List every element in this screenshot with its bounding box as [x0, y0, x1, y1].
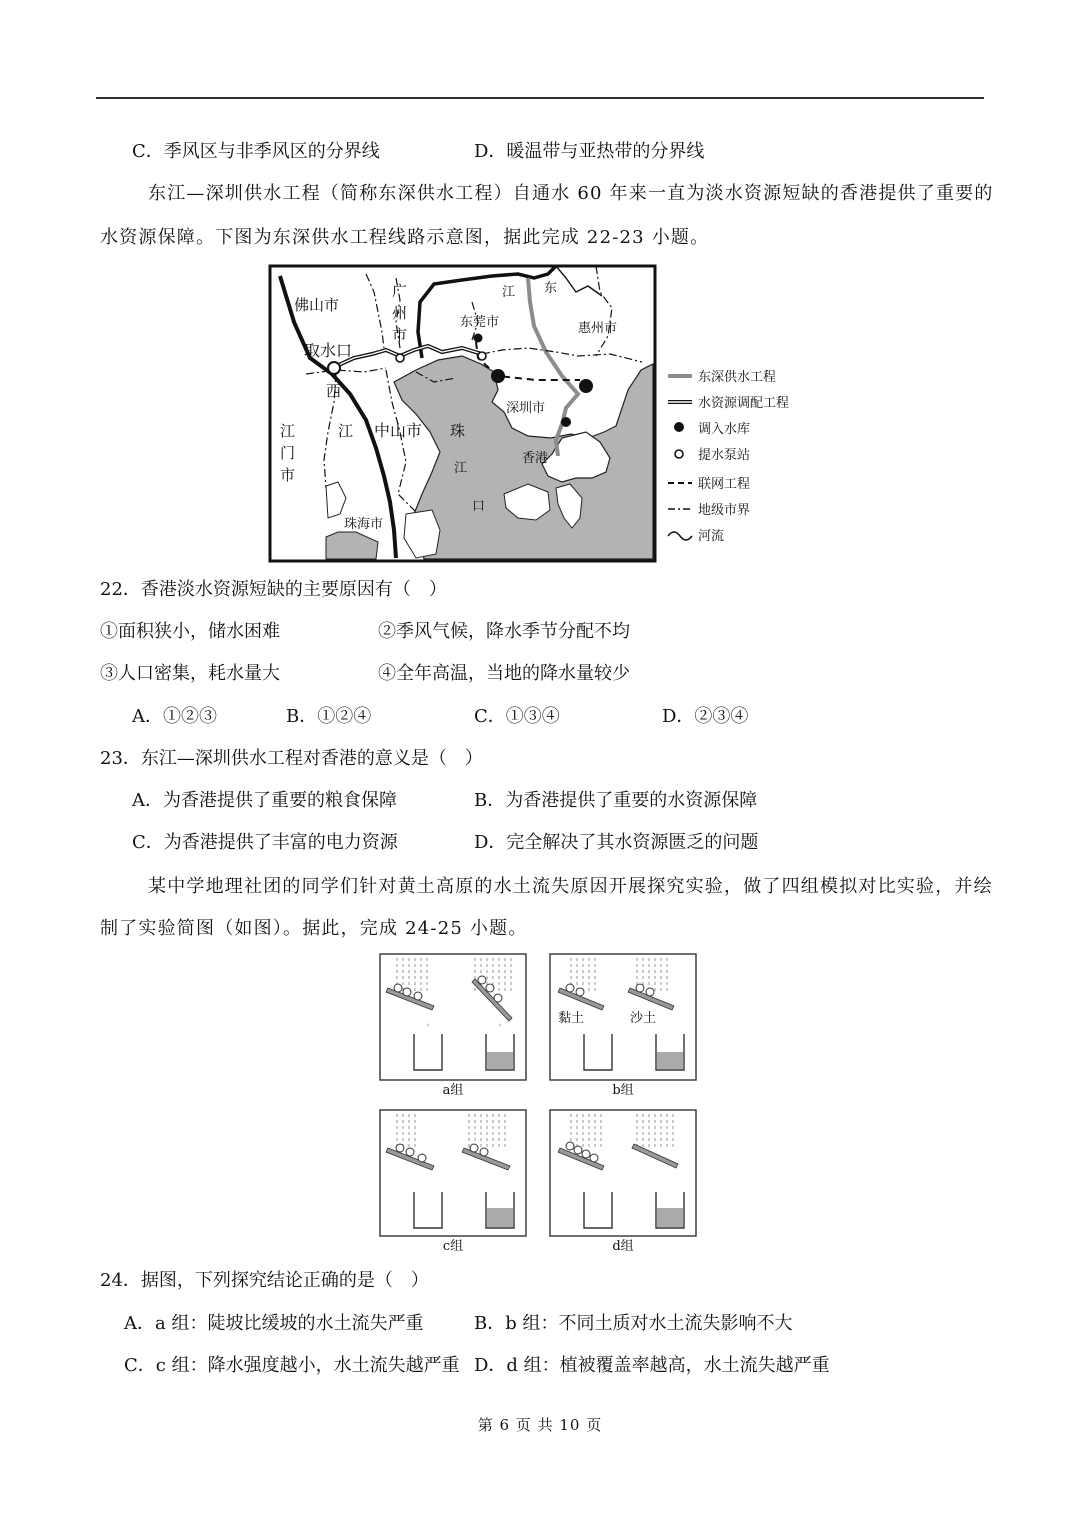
label-zhuhai: 珠海市: [344, 517, 384, 532]
label-guangzhou-3: 市: [392, 326, 408, 344]
experiment-group-b: [550, 954, 696, 1080]
q22-stem: 22．香港淡水资源短缺的主要原因有（ ）: [100, 579, 447, 600]
legend-river: 河流: [698, 529, 725, 544]
legend-boundary: 地级市界: [698, 503, 751, 518]
q24-option-c: C．c 组：降水强度越小，水土流失越严重: [124, 1355, 460, 1376]
legend-allocation: 水资源调配工程: [698, 396, 790, 411]
label-group-c: c组: [442, 1239, 464, 1254]
q23-option-c: C．为香港提供了丰富的电力资源: [132, 832, 398, 853]
label-guangzhou-1: 广: [392, 282, 408, 300]
label-zhujiangkou-3: 口: [472, 499, 486, 514]
q23-option-a: A．为香港提供了重要的粮食保障: [132, 790, 397, 811]
reservoir-dongguan: [474, 334, 483, 343]
q22-statement-1: ①面积狭小，储水困难: [100, 621, 280, 642]
experiment-figure: [378, 952, 700, 1256]
label-zhongshan: 中山市: [374, 421, 423, 440]
q22-option-c: C．①③④: [474, 706, 560, 727]
label-jiangmen-2: 门: [280, 444, 296, 462]
label-zhujiangkou-1: 珠: [450, 422, 466, 440]
label-group-d: d组: [612, 1239, 634, 1254]
q22-option-a: A．①②③: [132, 706, 217, 727]
label-huizhou: 惠州市: [578, 321, 618, 336]
label-foshan: 佛山市: [294, 296, 340, 314]
intro-24-25-line1: 某中学地理社团的同学们针对黄土高原的水土流失原因开展探究实验，做了四组模拟对比实验，并绘: [148, 876, 993, 897]
intro-22-23-line2: 水资源保障。下图为东深供水工程线路示意图，据此完成 22-23 小题。: [100, 227, 710, 248]
label-sand: 沙土: [630, 1011, 657, 1026]
q22-statement-4: ④全年高温，当地的降水量较少: [378, 663, 630, 684]
label-zhujiangkou-2: 江: [454, 461, 468, 476]
water-project-map: [266, 262, 816, 564]
reservoir-3: [561, 417, 571, 427]
q22-option-b: B．①②④: [286, 706, 372, 727]
label-dongguan: 东莞市: [460, 315, 500, 330]
label-guangzhou-2: 州: [392, 304, 408, 322]
reservoir-2: [579, 379, 593, 393]
label-xijiang-jiang: 江: [338, 422, 354, 440]
label-jiangmen-1: 江: [280, 422, 296, 440]
intro-24-25-line2: 制了实验简图（如图）。据此，完成 24-25 小题。: [100, 918, 528, 939]
label-jiangmen-3: 市: [280, 466, 296, 484]
label-group-b: b组: [612, 1083, 634, 1098]
q24-stem: 24．据图，下列探究结论正确的是（ ）: [100, 1270, 429, 1291]
experiment-group-c: [380, 1110, 526, 1236]
q23-option-b: B．为香港提供了重要的水资源保障: [474, 790, 758, 811]
intro-22-23-line1: 东江—深圳供水工程（简称东深供水工程）自通水 60 年来一直为淡水资源短缺的香港提供了重要的: [148, 183, 994, 204]
reservoir-1: [491, 369, 505, 383]
label-xi: 西: [326, 382, 342, 400]
header-rule: [96, 97, 984, 99]
q24-option-a: A．a 组：陡坡比缓坡的水土流失严重: [124, 1313, 424, 1334]
label-shenzhen: 深圳市: [506, 401, 546, 416]
q23-stem: 23．东江—深圳供水工程对香港的意义是（ ）: [100, 748, 483, 769]
q24-option-b: B．b 组：不同土质对水土流失影响不大: [474, 1313, 793, 1334]
q21-option-c: C．季风区与非季风区的分界线: [132, 141, 380, 162]
label-clay: 黏土: [558, 1011, 585, 1026]
pump-2: [396, 354, 404, 362]
label-dongjiang-dong: 东: [544, 281, 558, 296]
label-intake: 取水口: [304, 341, 353, 360]
experiment-group-d: [550, 1110, 696, 1236]
q21-option-d: D．暖温带与亚热带的分界线: [474, 141, 705, 162]
page-number: 第 6 页 共 10 页: [477, 1416, 603, 1434]
label-group-a: a组: [442, 1083, 464, 1098]
label-dongjiang-jiang: 江: [502, 285, 516, 300]
svg-text:◦: ◦: [425, 1021, 431, 1030]
label-hongkong: 香港: [522, 451, 549, 466]
pump-3: [478, 352, 486, 360]
q22-statement-3: ③人口密集，耗水量大: [100, 663, 280, 684]
legend-network: 联网工程: [698, 477, 751, 492]
pump-intake: [328, 362, 340, 374]
svg-text:◦: ◦: [497, 1021, 503, 1030]
q24-option-d: D．d 组：植被覆盖率越高，水土流失越严重: [474, 1355, 830, 1376]
q22-option-d: D．②③④: [662, 706, 749, 727]
q23-option-d: D．完全解决了其水资源匮乏的问题: [474, 832, 759, 853]
legend-reservoir: 调入水库: [698, 422, 751, 437]
legend-pump: 提水泵站: [698, 448, 751, 463]
map-legend: [668, 369, 789, 544]
experiment-group-a: [380, 954, 526, 1080]
legend-dongshen: 东深供水工程: [698, 370, 777, 385]
q22-statement-2: ②季风气候，降水季节分配不均: [378, 621, 630, 642]
